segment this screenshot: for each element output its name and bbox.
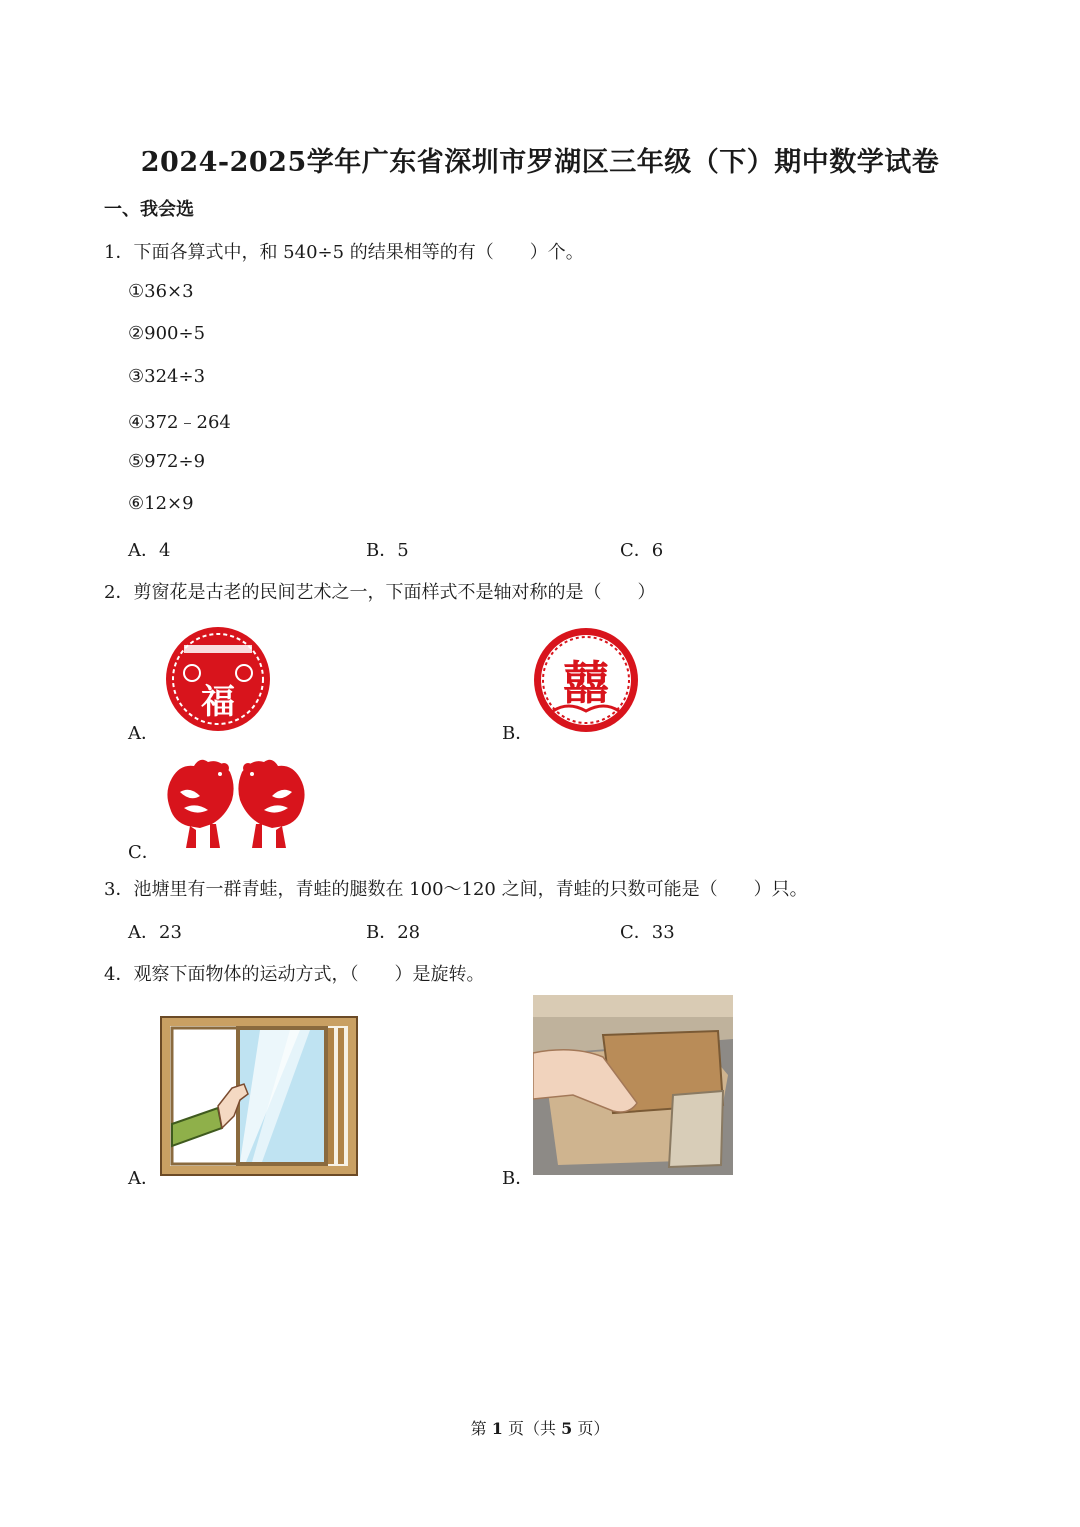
section-heading: 一、我会选 (104, 199, 194, 220)
q2-label-a: A． (128, 723, 159, 744)
page-title: 2024-2025学年广东省深圳市罗湖区三年级（下）期中数学试卷 (140, 147, 940, 178)
footer-prefix: 第 (470, 1419, 487, 1438)
q1-item-6: ⑥12×9 (128, 493, 194, 514)
q1-item-1: ①36×3 (128, 281, 194, 302)
q1-item-3: ③324÷3 (128, 366, 206, 387)
q2-label-c: C． (128, 842, 160, 863)
footer-page-number: 1 (491, 1419, 503, 1438)
q1-choice-c: C．6 (620, 540, 664, 561)
svg-text:囍: 囍 (563, 656, 609, 710)
papercut-roosters-image (160, 752, 312, 854)
footer-middle: 页（共 (507, 1419, 556, 1438)
q3-choice-b: B．28 (366, 922, 421, 943)
footer-suffix: 页） (577, 1419, 610, 1438)
q1-item-5: ⑤972÷9 (128, 451, 206, 472)
question-2: 2．剪窗花是古老的民间艺术之一，下面样式不是轴对称的是（ ） (104, 582, 656, 603)
q2-label-b: B． (502, 723, 534, 744)
q4-label-b: B． (502, 1168, 534, 1189)
page-footer (0, 1416, 1080, 1439)
q4-label-a: A． (128, 1168, 159, 1189)
question-4: 4．观察下面物体的运动方式，（ ）是旋转。 (104, 964, 485, 985)
drawer-image (533, 995, 733, 1175)
q3-choice-c: C．33 (620, 922, 675, 943)
q1-item-2: ②900÷5 (128, 323, 206, 344)
papercut-xi-image (533, 627, 639, 733)
q3-choice-a: A．23 (128, 922, 182, 943)
papercut-fu-image (162, 625, 274, 733)
q1-choice-b: B．5 (366, 540, 409, 561)
question-1: 1．下面各算式中，和 540÷5 的结果相等的有（ ）个。 (104, 242, 584, 263)
footer-total-pages: 5 (561, 1419, 573, 1438)
q1-item-4: ④372﹣264 (128, 412, 231, 433)
sliding-window-image (160, 1016, 358, 1176)
svg-text:福: 福 (201, 682, 235, 722)
question-3: 3．池塘里有一群青蛙，青蛙的腿数在 100～120 之间，青蛙的只数可能是（ ）只。 (104, 879, 808, 900)
q1-choice-a: A．4 (128, 540, 171, 561)
